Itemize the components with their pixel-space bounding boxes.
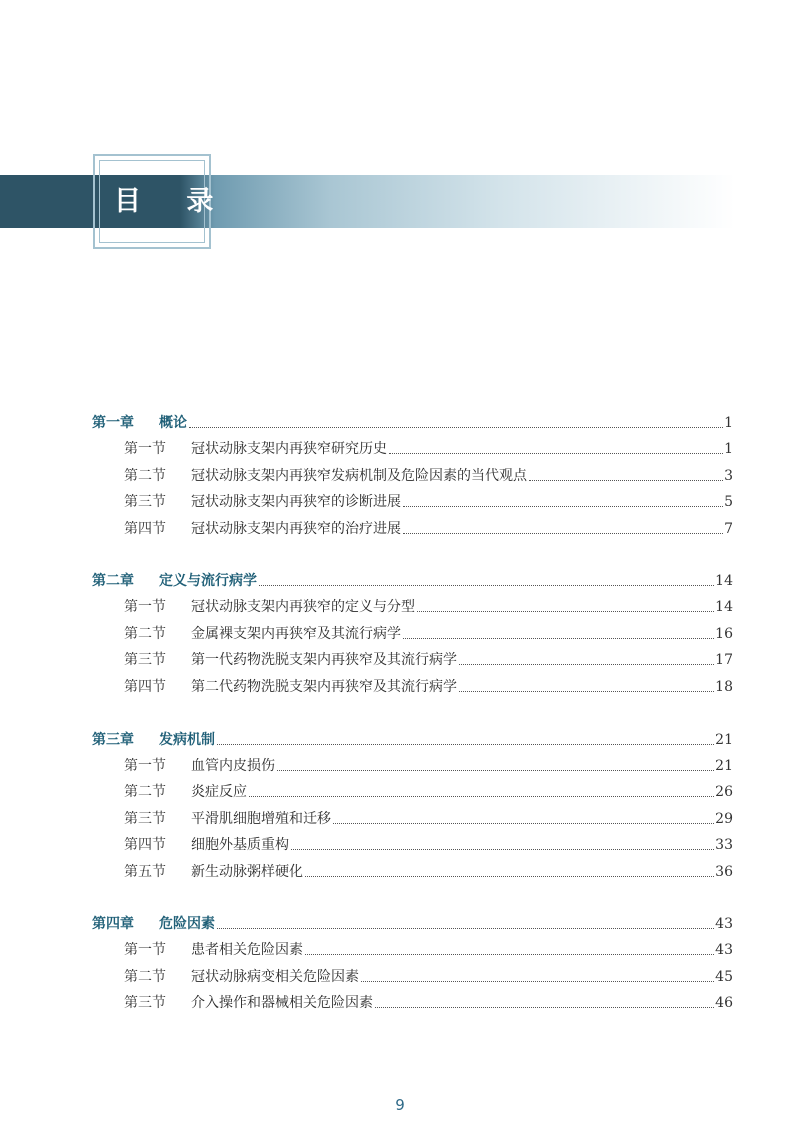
toc-chapter-4[interactable] [92, 909, 733, 933]
page-ref: 16 [715, 626, 733, 642]
section-title: 患者相关危险因素 [191, 942, 303, 958]
dot-leader [389, 453, 723, 454]
page-ref: 36 [715, 864, 733, 880]
page-ref: 18 [715, 679, 733, 695]
toc-section[interactable] [124, 619, 733, 643]
chapter-number: 第二章 [92, 573, 134, 589]
section-title: 冠状动脉支架内再狭窄的定义与分型 [191, 599, 415, 615]
page-ref: 14 [715, 573, 733, 589]
dot-leader [459, 664, 714, 665]
section-title: 平滑肌细胞增殖和迁移 [191, 811, 331, 827]
dot-leader [375, 1007, 714, 1008]
dot-leader [417, 611, 714, 612]
section-title: 介入操作和器械相关危险因素 [191, 995, 373, 1011]
section-title: 冠状动脉支架内再狭窄发病机制及危险因素的当代观点 [191, 468, 527, 484]
toc-section[interactable] [124, 434, 733, 458]
page-ref: 33 [715, 837, 733, 853]
dot-leader [249, 796, 714, 797]
page-ref: 21 [715, 732, 733, 748]
page-ref: 45 [715, 969, 733, 985]
section-number: 第五节 [124, 864, 166, 880]
section-number: 第四节 [124, 679, 166, 695]
section-number: 第二节 [124, 468, 166, 484]
dot-leader [189, 427, 723, 428]
dot-leader [277, 770, 714, 771]
dot-leader [403, 638, 714, 639]
section-title: 第二代药物洗脱支架内再狭窄及其流行病学 [191, 679, 457, 695]
page-ref: 21 [715, 758, 733, 774]
toc-chapter-3[interactable] [92, 725, 733, 749]
section-title: 冠状动脉病变相关危险因素 [191, 969, 359, 985]
page-ref: 17 [715, 652, 733, 668]
chapter-title: 概论 [159, 415, 187, 431]
page-ref: 5 [724, 494, 733, 510]
toc-chapter-1[interactable] [92, 408, 733, 432]
page-ref: 46 [715, 995, 733, 1011]
section-title: 冠状动脉支架内再狭窄的诊断进展 [191, 494, 401, 510]
toc-section[interactable] [124, 461, 733, 485]
chapter-title: 危险因素 [159, 916, 215, 932]
toc-section[interactable] [124, 645, 733, 669]
section-title: 冠状动脉支架内再狭窄的治疗进展 [191, 521, 401, 537]
toc-section[interactable] [124, 592, 733, 616]
page-ref: 43 [715, 942, 733, 958]
section-title: 血管内皮损伤 [191, 758, 275, 774]
dot-leader [459, 691, 714, 692]
chapter-title: 发病机制 [159, 732, 215, 748]
section-number: 第三节 [124, 652, 166, 668]
page-ref: 29 [715, 811, 733, 827]
page-ref: 7 [724, 521, 733, 537]
toc-section[interactable] [124, 804, 733, 828]
section-title: 金属裸支架内再狭窄及其流行病学 [191, 626, 401, 642]
page-ref: 43 [715, 916, 733, 932]
section-number: 第四节 [124, 521, 166, 537]
chapter-number: 第三章 [92, 732, 134, 748]
dot-leader [217, 744, 714, 745]
toc-section[interactable] [124, 962, 733, 986]
section-title: 冠状动脉支架内再狭窄研究历史 [191, 441, 387, 457]
page-ref: 26 [715, 784, 733, 800]
toc-section[interactable] [124, 935, 733, 959]
dot-leader [403, 506, 723, 507]
page-ref: 14 [715, 599, 733, 615]
section-number: 第二节 [124, 626, 166, 642]
section-title: 新生动脉粥样硬化 [191, 864, 303, 880]
toc-section[interactable] [124, 514, 733, 538]
toc-section[interactable] [124, 830, 733, 854]
toc-section[interactable] [124, 777, 733, 801]
dot-leader [305, 876, 714, 877]
page-ref: 1 [724, 415, 733, 431]
section-number: 第一节 [124, 942, 166, 958]
section-number: 第二节 [124, 969, 166, 985]
toc-section[interactable] [124, 487, 733, 511]
page-title: 目 录 [114, 186, 232, 217]
toc-chapter-2[interactable] [92, 566, 733, 590]
page-ref: 1 [724, 441, 733, 457]
section-number: 第四节 [124, 837, 166, 853]
dot-leader [291, 849, 714, 850]
section-number: 第三节 [124, 811, 166, 827]
page-ref: 3 [724, 468, 733, 484]
dot-leader [333, 823, 714, 824]
chapter-number: 第四章 [92, 916, 134, 932]
dot-leader [361, 981, 714, 982]
section-number: 第一节 [124, 758, 166, 774]
dot-leader [529, 480, 723, 481]
toc-section[interactable] [124, 672, 733, 696]
dot-leader [403, 533, 723, 534]
section-number: 第三节 [124, 995, 166, 1011]
section-number: 第一节 [124, 599, 166, 615]
section-title: 炎症反应 [191, 784, 247, 800]
section-title: 第一代药物洗脱支架内再狭窄及其流行病学 [191, 652, 457, 668]
section-title: 细胞外基质重构 [191, 837, 289, 853]
section-number: 第三节 [124, 494, 166, 510]
toc-section[interactable] [124, 988, 733, 1012]
toc-section[interactable] [124, 857, 733, 881]
chapter-number: 第一章 [92, 415, 134, 431]
dot-leader [259, 585, 714, 586]
section-number: 第一节 [124, 441, 166, 457]
dot-leader [217, 928, 714, 929]
section-number: 第二节 [124, 784, 166, 800]
dot-leader [305, 954, 714, 955]
chapter-title: 定义与流行病学 [159, 573, 257, 589]
page-number: 9 [395, 1096, 405, 1114]
toc-section[interactable] [124, 751, 733, 775]
